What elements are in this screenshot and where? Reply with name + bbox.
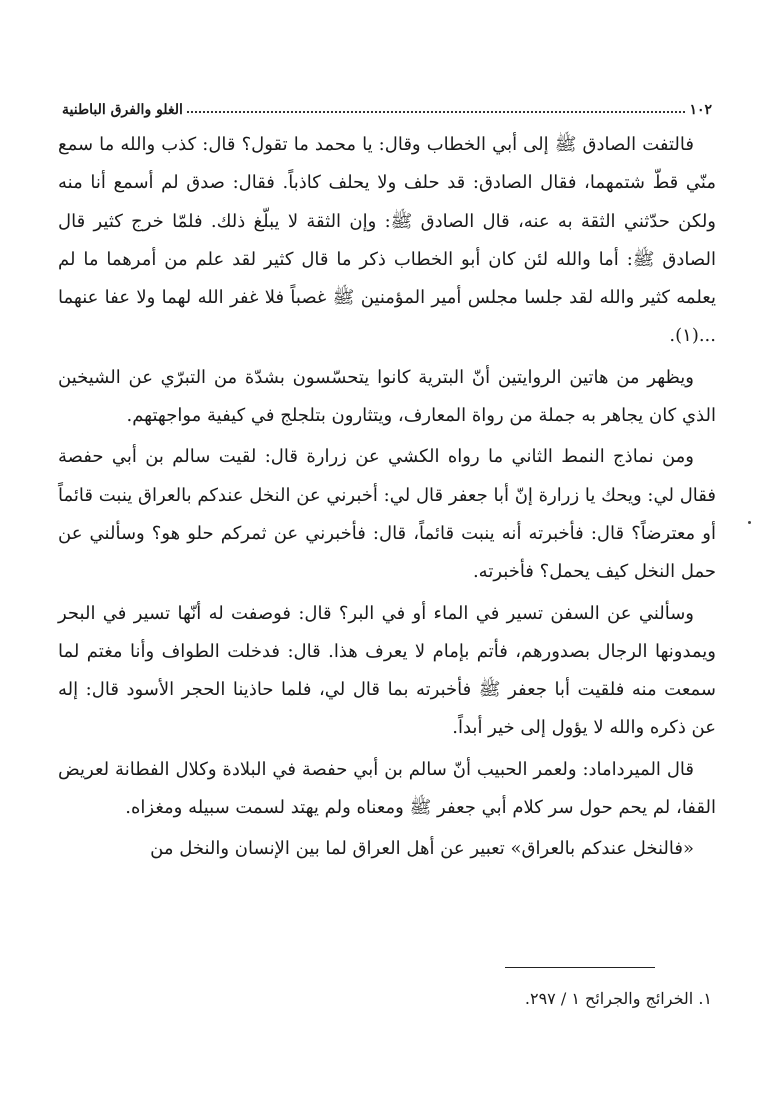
header-leader-dots [187, 110, 686, 113]
paragraph: وسألني عن السفن تسير في الماء أو في البر؟ قال: فوصفت له أنّها تسير في البحر ويمدونها الرجال بصدورهم، فأتم بإمام لا يعرف هذا. قال: فدخلت الطواف وأنا مغتم لما سمعت منه فلقيت أبا جعفر ﷺ فأخبرته بما قال لي، فلما حاذينا الحجر الأسود قال: إله عن ذكره والله لا يؤول إلى خير أبداً. [58, 602, 716, 739]
paragraph: ويظهر من هاتين الروايتين أنّ البترية كانوا يتحسّسون بشدّة من التبرّي عن الشيخين الذي كان يجاهر به جملة من رواة المعارف، ويتثارون بتلجلج في كيفية مواجهتهم. [58, 366, 716, 427]
paragraph: قال الميرداماد: ولعمر الحبيب أنّ سالم بن أبي حفصة في البلادة وكلال الفطانة لعريض القفا، لم يحم حول سر كلام أبي جعفر ﷺ ومعناه ولم يهتد لسمت سبيله ومغزاه. [58, 758, 716, 819]
footnote-divider [505, 967, 655, 968]
page-number: ١٠٢ [689, 102, 712, 118]
running-title: الغلو والفرق الباطنية [62, 102, 183, 118]
paragraph: ومن نماذج النمط الثاني ما رواه الكشي عن زرارة قال: لقيت سالم بن أبي حفصة فقال لي: ويحك يا زرارة إنّ أبا جعفر قال لي: أخبرني عن النخل عندكم بالعراق ينبت قائماً أو معترضاً؟ قال: فأخبرته أنه ينبت قائماً، قال: فأخبرني عن ثمركم حلو هو؟ وسألني عن حمل النخل كيف يحمل؟ فأخبرته. [58, 446, 716, 583]
main-text [58, 126, 716, 869]
footnote: ١. الخرائج والجرائح ١ / ٢٩٧. [524, 989, 712, 1008]
page-header [62, 92, 712, 118]
margin-mark [748, 521, 751, 524]
paragraph: فالتفت الصادق ﷺ إلى أبي الخطاب وقال: يا محمد ما تقول؟ قال: كذب والله ما سمع منّي قطّ شتمهما، فقال الصادق: قد حلف ولا يحلف كاذباً. فقال: صدق لم أسمع أنا منه ولكن حدّثني الثقة به عنه، قال الصادق ﷺ: وإن الثقة لا يبلّغ ذلك. فلمّا خرج كثير قال الصادق ﷺ: أما والله لئن كان أبو الخطاب ذكر ما قال كثير لقد علم من أمرهما ما لم يعلمه كثير والله لقد جلسا مجلس أمير المؤمنين ﷺ غصباً فلا غفر الله لهما ولا عفا عنهما ...(١). [58, 134, 716, 347]
paragraph: «فالنخل عندكم بالعراق» تعبير عن أهل العراق لما بين الإنسان والنخل من [150, 838, 694, 860]
